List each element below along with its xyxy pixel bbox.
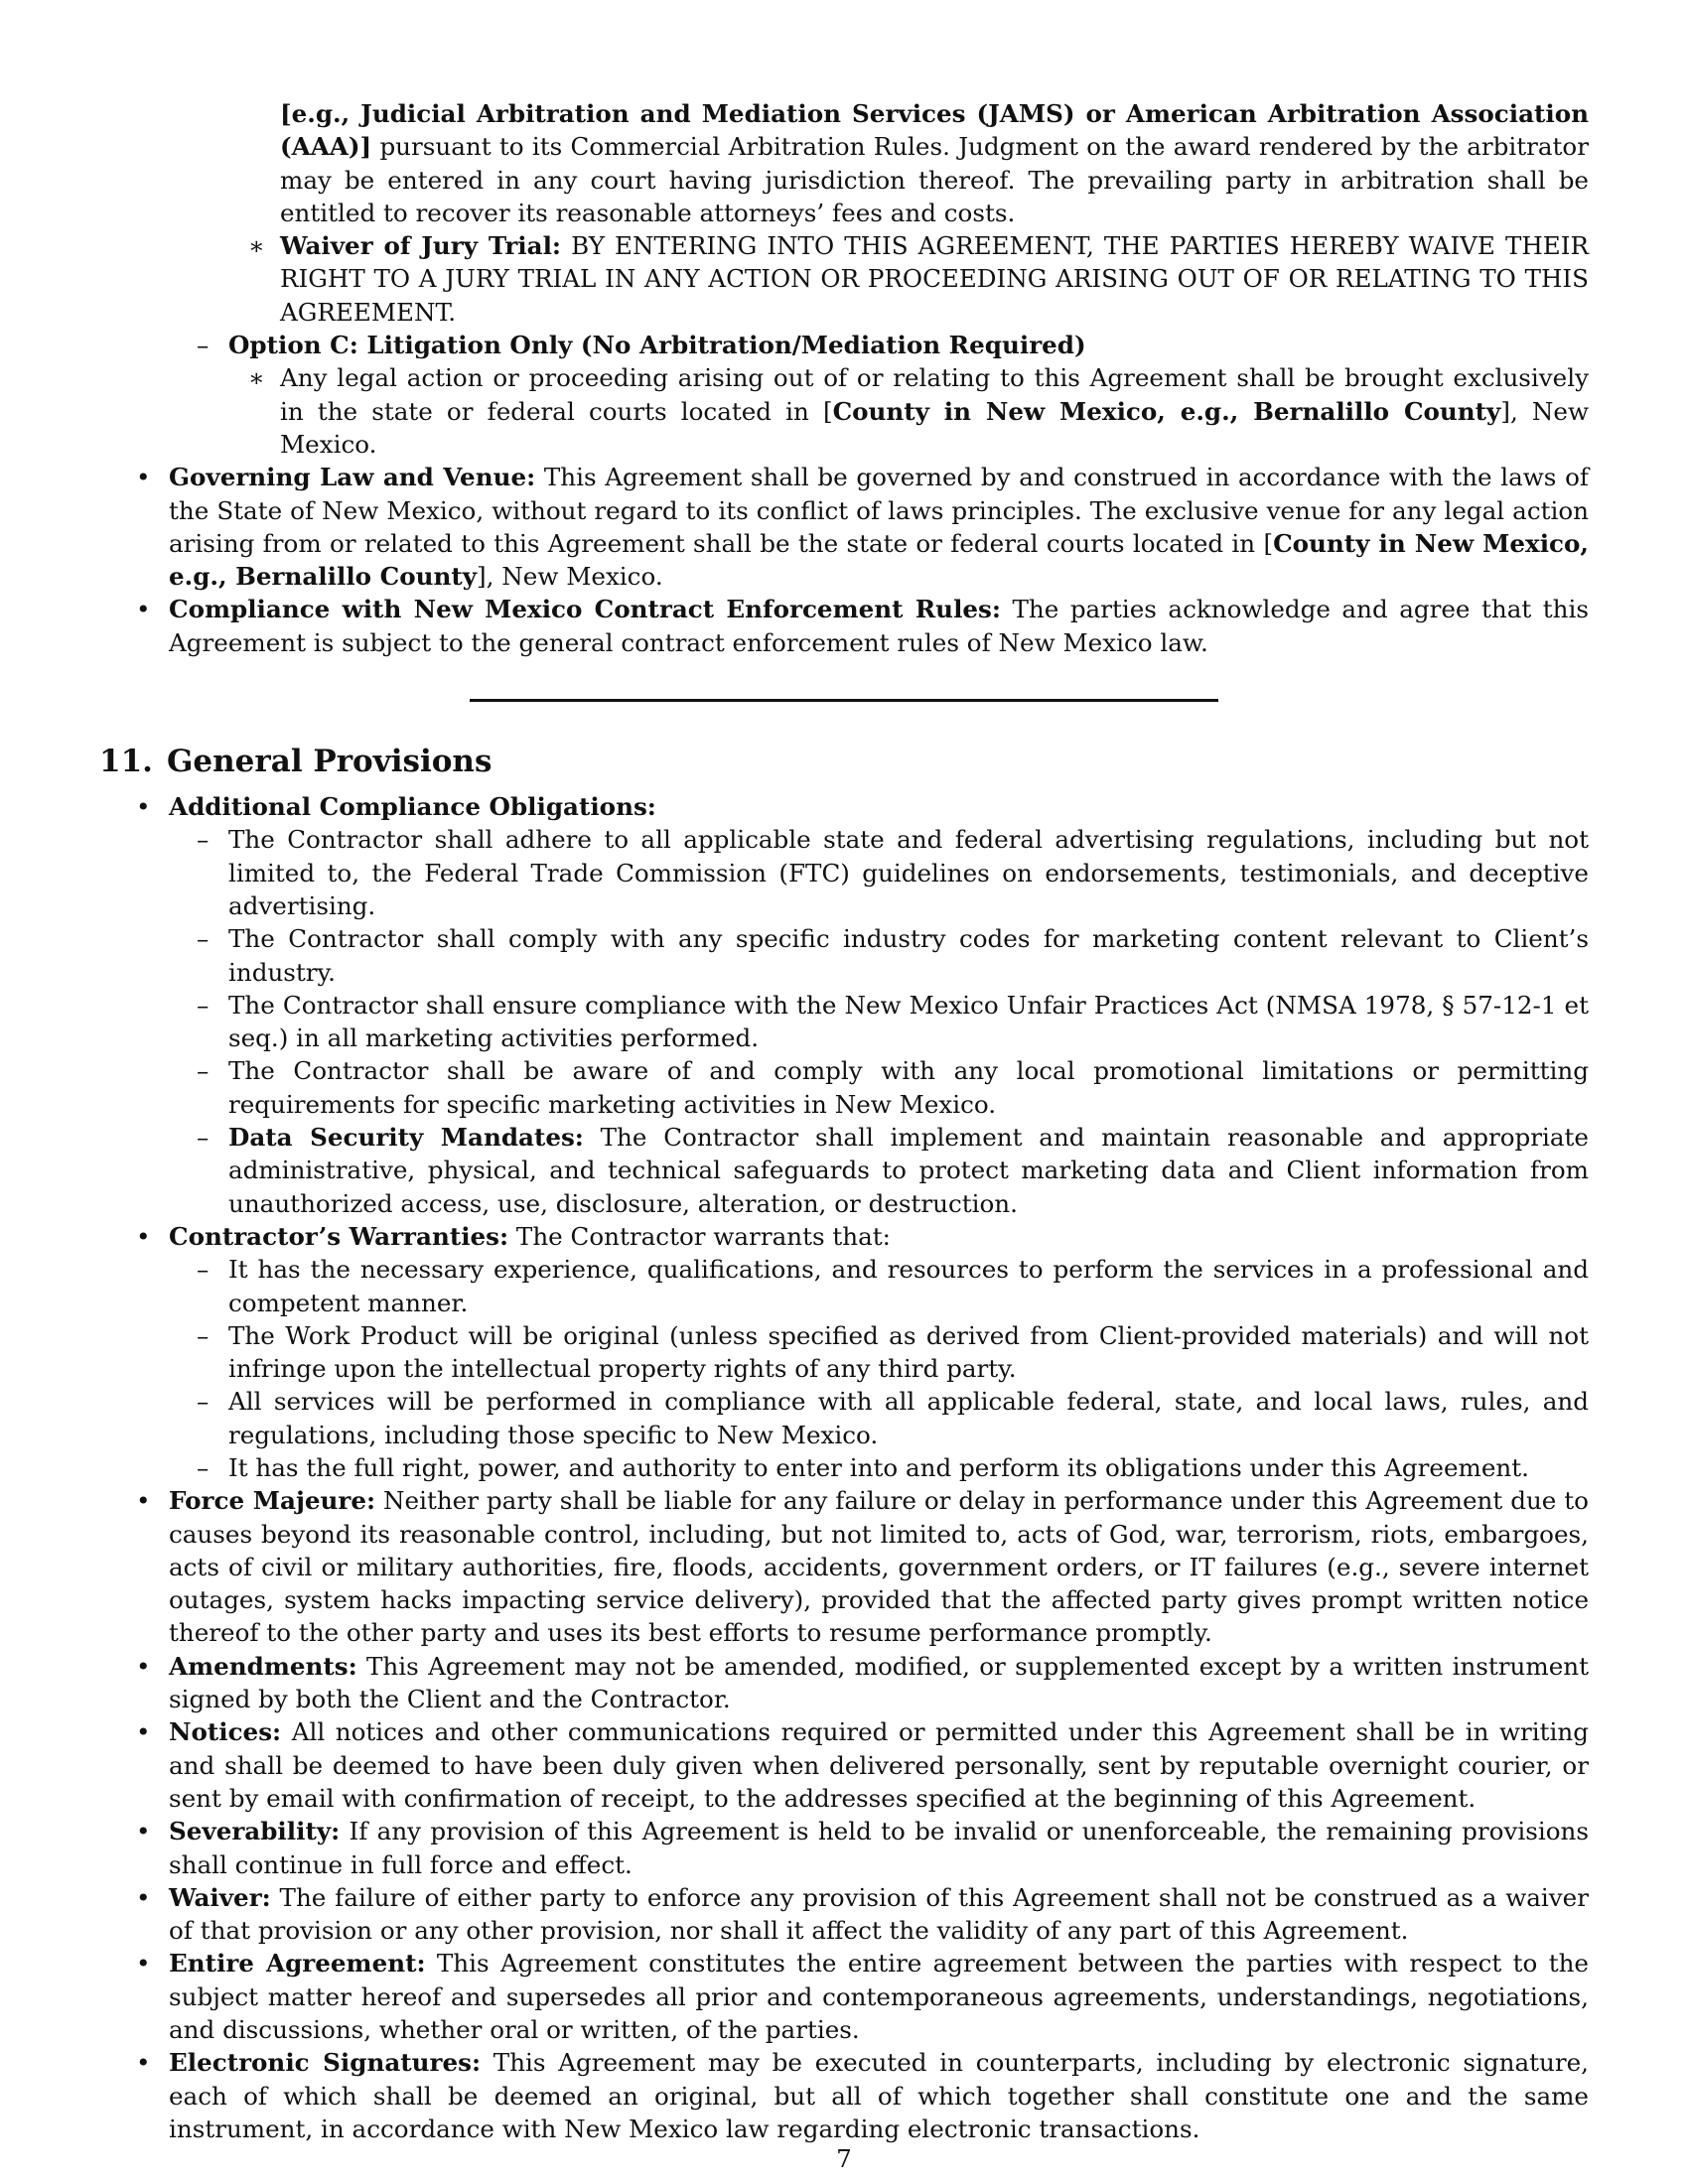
list-item — [99, 989, 1589, 1055]
governing-law-item — [99, 461, 1589, 593]
dash-bullet: – — [197, 1123, 210, 1153]
arbitration-provider-placeholder: [e.g., Judicial Arbitration and Mediation Services (JAMS) or American Arbitration Association (AAA)] — [280, 99, 1589, 162]
clause-text: If any provision of this Agreement is held to be invalid or unenforceable, the remaining provisions shall continue in full force and effect. — [169, 1817, 1589, 1879]
clause-label: Electronic Signatures: — [169, 2048, 482, 2078]
page-number: 7 — [836, 2144, 852, 2173]
clause-label: Amendments: — [169, 1651, 357, 1681]
data-security-label: Data Security Mandates: — [228, 1123, 584, 1153]
list-item-text: The Contractor shall comply with any specific industry codes for marketing content relevant to Client’s industry. — [228, 924, 1589, 987]
bullet: • — [136, 1717, 151, 1747]
bullet: • — [136, 1882, 151, 1912]
option-c-text: Any legal action or proceeding arising out of or relating to this Agreement shall be brought exclusively in the state or federal courts located in [ — [280, 363, 1589, 426]
bullet: • — [136, 463, 151, 492]
county-placeholder: County in New Mexico, e.g., Bernalillo County — [832, 396, 1501, 426]
clause-text: This Agreement constitutes the entire agreement between the parties with respect to the subject matter hereof and supersedes all prior and contemporaneous agreements, understandings, negotiations, and discussions, whether oral or written, of the parties. — [169, 1949, 1589, 2045]
list-item — [99, 1054, 1589, 1121]
list-item — [99, 1451, 1589, 1484]
severability-clause — [99, 1815, 1589, 1881]
list-item-text: It has the full right, power, and authority to enter into and perform its obligations under this Agreement. — [228, 1452, 1529, 1482]
list-item-text: The Contractor shall be aware of and comply with any local promotional limitations or permitting requirements for specific marketing activities in New Mexico. — [228, 1056, 1589, 1119]
option-b-text: pursuant to its Commercial Arbitration Rules. Judgment on the award rendered by the arbitrator may be entered in any court having jurisdiction thereof. The prevailing party in arbitration shall be entitled to recover its reasonable attorneys’ fees and costs. — [280, 132, 1589, 227]
clause-text: This Agreement may be executed in counterparts, including by electronic signature, each of which shall be deemed an original, but all of which together shall constitute one and the same instrument, in accordance with New Mexico law regarding electronic transactions. — [169, 2048, 1589, 2143]
bullet: • — [136, 1817, 151, 1846]
dash-bullet: – — [197, 1320, 210, 1350]
dash-bullet: – — [197, 1255, 210, 1285]
list-item-text: It has the necessary experience, qualifications, and resources to perform the services in a professional and competent manner. — [228, 1255, 1589, 1317]
warranties-item — [99, 1220, 1589, 1253]
clause-label: Severability: — [169, 1817, 341, 1846]
jury-waiver-text: BY ENTERING INTO THIS AGREEMENT, THE PARTIES HEREBY WAIVE THEIR RIGHT TO A JURY TRIAL IN ANY ACTION OR PROCEEDING ARISING OUT OF OR RELATING TO THIS AGREEMENT. — [280, 231, 1589, 327]
list-item-text: The Work Product will be original (unless specified as derived from Client-provided materials) and will not infringe upon the intellectual property rights of any third party. — [228, 1320, 1589, 1384]
compliance-rules-label: Compliance with New Mexico Contract Enforcement Rules: — [169, 595, 1001, 624]
list-item-text: The Contractor shall ensure compliance with the New Mexico Unfair Practices Act (NMSA 1978, § 57-12-1 et seq.) in all marketing activities performed. — [228, 990, 1589, 1053]
bullet: • — [136, 1221, 151, 1251]
section-number: 11. — [99, 744, 153, 780]
dash-bullet: – — [197, 825, 210, 855]
bullet: • — [136, 595, 151, 624]
bullet: • — [136, 1651, 151, 1681]
governing-law-label: Governing Law and Venue: — [169, 463, 536, 492]
option-c-detail — [99, 361, 1589, 461]
force-majeure-clause — [99, 1484, 1589, 1649]
additional-compliance-item — [99, 790, 1589, 823]
dash-bullet: – — [197, 1452, 210, 1482]
option-c-text-end: ], New Mexico. — [280, 396, 1589, 459]
bullet: • — [136, 792, 151, 822]
governing-law-text: This Agreement shall be governed by and construed in accordance with the laws of the State of New Mexico, without regard to its conflict of laws principles. The exclusive venue for any legal action arising from or related to this Agreement shall be the state or federal courts located in [ — [169, 463, 1589, 558]
bullet: • — [136, 1949, 151, 1979]
clause-label: Notices: — [169, 1717, 282, 1747]
data-security-item — [99, 1121, 1589, 1220]
section-title: General Provisions — [166, 744, 492, 780]
option-c-item — [99, 329, 1589, 361]
waiver-clause — [99, 1881, 1589, 1948]
clause-text: This Agreement may not be amended, modified, or supplemented except by a written instrument signed by both the Client and the Contractor. — [169, 1651, 1589, 1714]
clause-label: Waiver: — [169, 1882, 271, 1912]
list-item — [99, 1253, 1589, 1319]
dash-bullet: – — [197, 924, 210, 954]
list-item — [99, 922, 1589, 989]
list-item-text: All services will be performed in compliance with all applicable federal, state, and local laws, rules, and regulations, including those specific to New Mexico. — [228, 1387, 1589, 1449]
dash-bullet: – — [197, 990, 210, 1020]
clause-label: Entire Agreement: — [169, 1949, 426, 1979]
list-item — [99, 823, 1589, 922]
compliance-rules-text: The parties acknowledge and agree that this Agreement is subject to the general contract enforcement rules of New Mexico law. — [169, 595, 1589, 657]
additional-compliance-label: Additional Compliance Obligations: — [169, 792, 656, 822]
document-page — [99, 97, 1589, 2145]
clause-text: The failure of either party to enforce any provision of this Agreement shall not be construed as a waiver of that provision or any other provision, nor shall it affect the validity of any part of this Agreement. — [169, 1882, 1589, 1946]
clause-label: Force Majeure: — [169, 1486, 376, 1516]
amendments-clause — [99, 1650, 1589, 1716]
dash-bullet: – — [197, 1056, 210, 1086]
bullet: • — [136, 2048, 151, 2078]
governing-law-text-end: ], New Mexico. — [477, 562, 663, 592]
option-b-continuation — [99, 97, 1589, 229]
section-heading — [99, 742, 1589, 781]
warranties-text: The Contractor warrants that: — [508, 1221, 891, 1251]
asterisk-bullet: ∗ — [248, 363, 265, 393]
warranties-label: Contractor’s Warranties: — [169, 1221, 509, 1251]
option-c-label: Option C: Litigation Only (No Arbitration/Mediation Required) — [228, 331, 1086, 360]
list-item — [99, 1319, 1589, 1386]
clause-text: All notices and other communications required or permitted under this Agreement shall be in writing and shall be deemed to have been duly given when delivered personally, sent by reputable overnight courier, or sent by email with confirmation of receipt, to the addresses specified at the beginning of this Agreement. — [169, 1717, 1589, 1813]
clause-text: Neither party shall be liable for any failure or delay in performance under this Agreement due to causes beyond its reasonable control, including, but not limited to, acts of God, war, terrorism, riots, embargoes, acts of civil or military authorities, fire, floods, accidents, government orders, or IT failures (e.g., severe internet outages, system hacks impacting service delivery), provided that the affected party gives prompt written notice thereof to the other party and uses its best efforts to resume performance promptly. — [169, 1486, 1589, 1648]
data-security-text: The Contractor shall implement and maintain reasonable and appropriate administrative, physical, and technical safeguards to protect marketing data and Client information from unauthorized access, use, disclosure, alteration, or destruction. — [228, 1123, 1589, 1218]
county-placeholder: County in New Mexico, e.g., Bernalillo County — [169, 528, 1589, 592]
entire-agreement-clause — [99, 1947, 1589, 2046]
electronic-signatures-clause — [99, 2046, 1589, 2145]
dash-bullet: – — [197, 331, 210, 360]
notices-clause — [99, 1715, 1589, 1815]
section-divider — [470, 699, 1218, 702]
bullet: • — [136, 1486, 151, 1516]
jury-waiver-label: Waiver of Jury Trial: — [280, 231, 562, 261]
asterisk-bullet: ∗ — [248, 231, 265, 261]
list-item-text: The Contractor shall adhere to all applicable state and federal advertising regulations, including but not limited to, the Federal Trade Commission (FTC) guidelines on endorsements, testimonials, and deceptive advertising. — [228, 825, 1589, 920]
jury-waiver-item — [99, 229, 1589, 329]
list-item — [99, 1385, 1589, 1451]
dash-bullet: – — [197, 1387, 210, 1417]
compliance-rules-item — [99, 593, 1589, 659]
